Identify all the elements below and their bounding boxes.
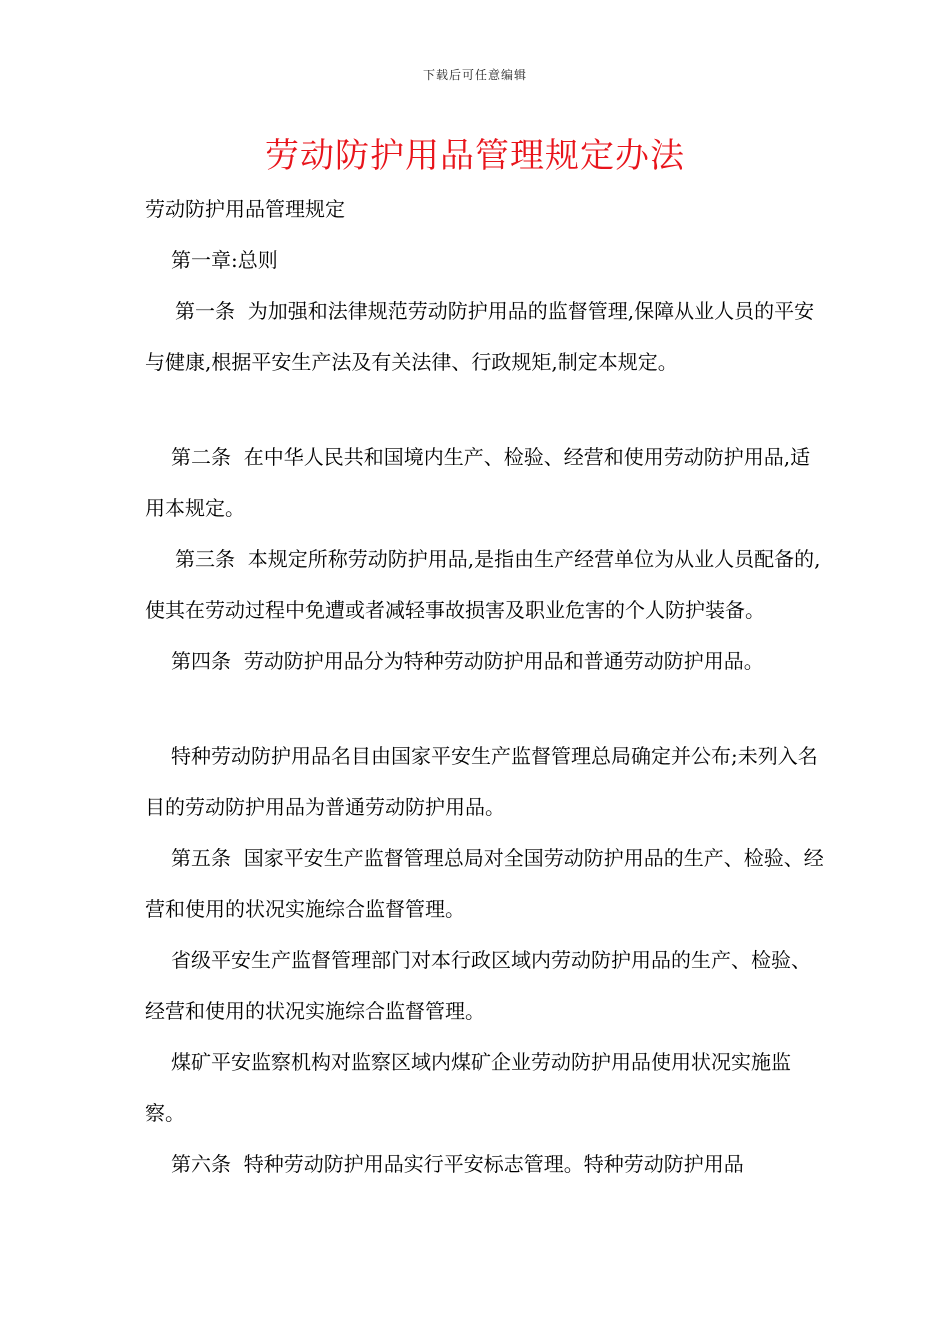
paragraph-coal-mine: 煤矿平安监察机构对监察区域内煤矿企业劳动防护用品使用状况实施监察。	[145, 1050, 791, 1125]
paragraph-special-list: 特种劳动防护用品名目由国家平安生产监督管理总局确定并公布;未列入名目的劳动防护用品为普通劳动防护用品。	[145, 744, 818, 819]
paragraph-provincial: 省级平安生产监督管理部门对本行政区域内劳动防护用品的生产、检验、经营和使用的状况实施综合监督管理。	[145, 948, 811, 1023]
paragraph-article-2: 第二条 在中华人民共和国境内生产、检验、经营和使用劳动防护用品,适用本规定。	[145, 445, 811, 520]
paragraph-article-3: 第三条 本规定所称劳动防护用品,是指由生产经营单位为从业人员配备的,使其在劳动过程中免遭或者减轻事故损害及职业危害的个人防护装备。	[145, 547, 821, 622]
document-title: 劳动防护用品管理规定办法	[265, 136, 685, 176]
document-subtitle: 劳动防护用品管理规定	[145, 197, 345, 221]
paragraph-article-5: 第五条 国家平安生产监督管理总局对全国劳动防护用品的生产、检验、经营和使用的状况实施综合监督管理。	[145, 846, 824, 921]
paragraph-gap	[145, 687, 825, 731]
paragraph-article-4: 第四条 劳动防护用品分为特种劳动防护用品和普通劳动防护用品。	[171, 649, 764, 673]
document-body	[145, 184, 825, 1190]
header-note: 下载后可任意编辑	[422, 68, 527, 82]
paragraph-article-1: 第一条 为加强和法律规范劳动防护用品的监督管理,保障从业人员的平安与健康,根据平安生产法及有关法律、行政规矩,制定本规定。	[145, 299, 815, 374]
paragraph-gap	[145, 388, 825, 432]
chapter-heading: 第一章:总则	[171, 248, 278, 272]
paragraph-article-6: 第六条 特种劳动防护用品实行平安标志管理。特种劳动防护用品	[171, 1152, 744, 1176]
